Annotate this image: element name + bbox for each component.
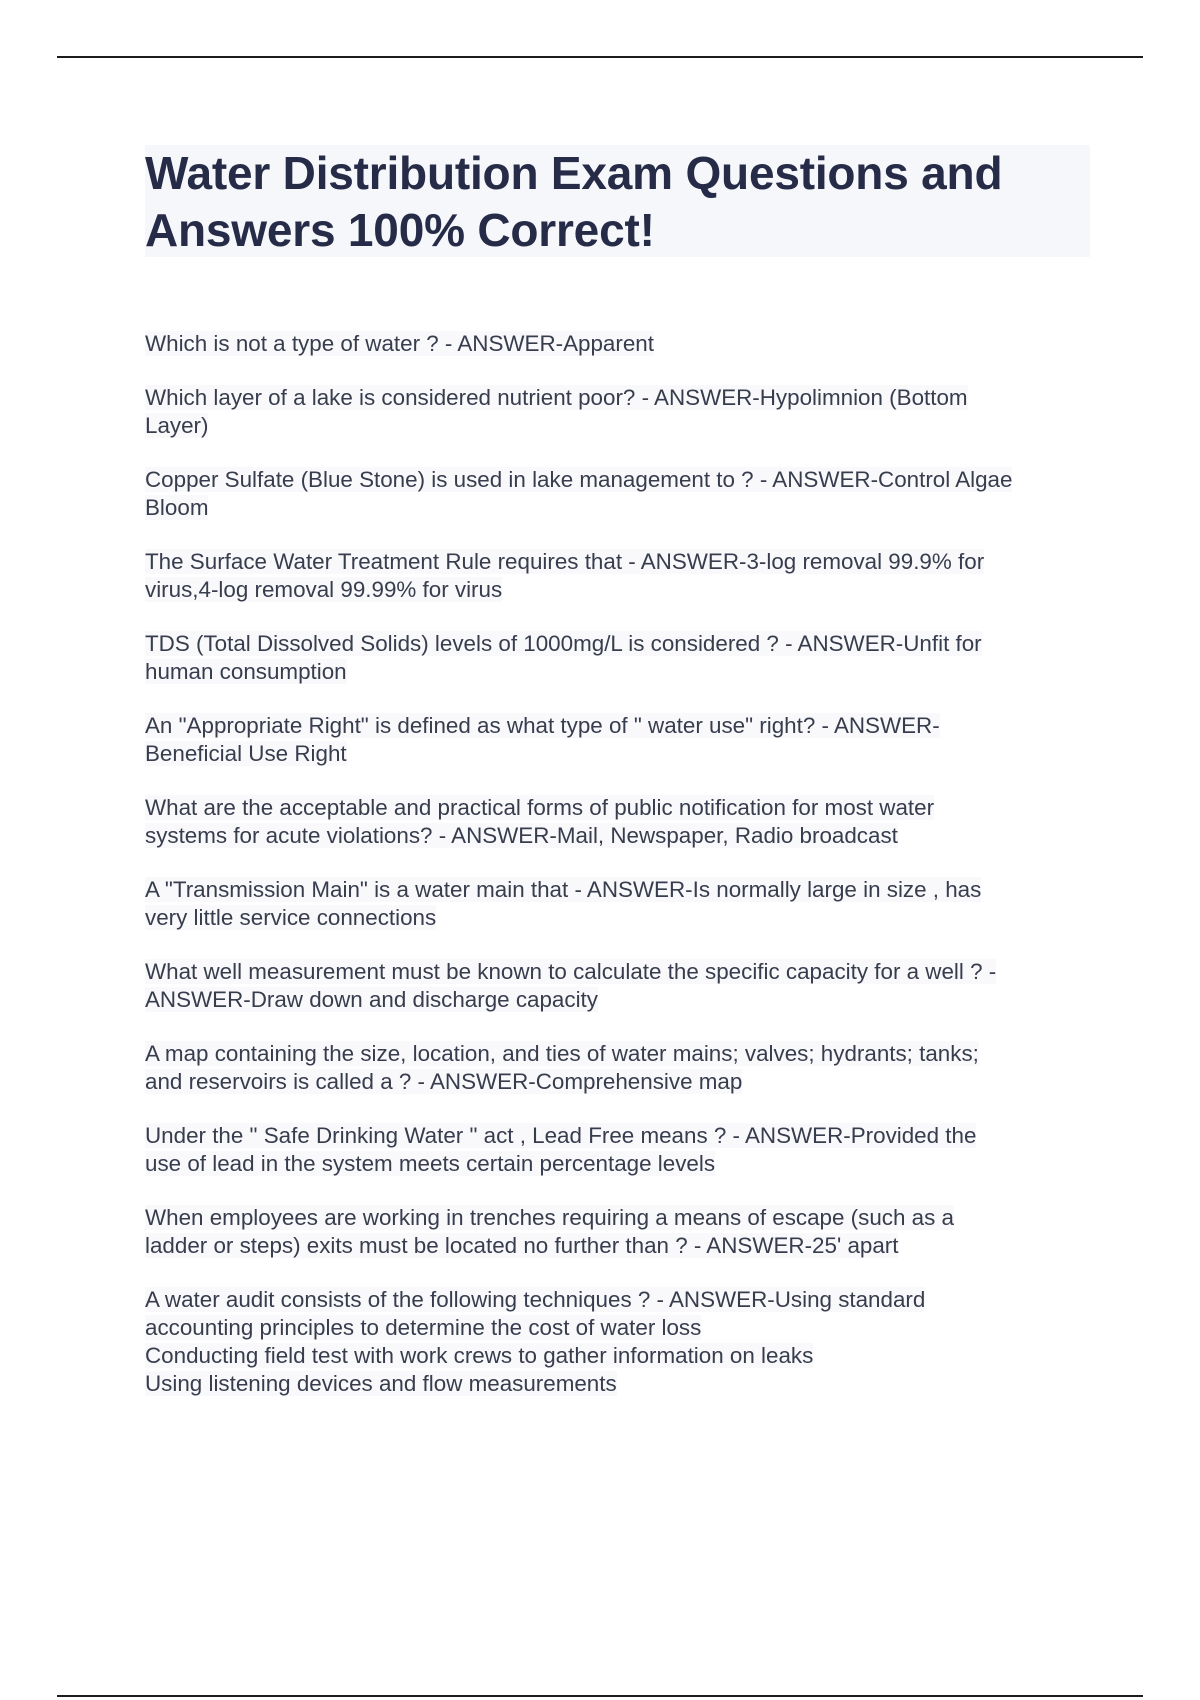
qa-text: Under the " Safe Drinking Water " act , Lead Free means ? - ANSWER-Provided the use of lead in the system meets certain percentage levels bbox=[145, 1123, 977, 1176]
qa-text: A "Transmission Main" is a water main that - ANSWER-Is normally large in size , has very little service connections bbox=[145, 877, 982, 930]
qa-item bbox=[145, 630, 1090, 686]
qa-text: Which layer of a lake is considered nutrient poor? - ANSWER-Hypolimnion (Bottom Layer) bbox=[145, 385, 968, 438]
bottom-rule bbox=[57, 1695, 1143, 1697]
qa-text: An "Appropriate Right" is defined as what type of " water use" right? - ANSWER- Beneficial Use Right bbox=[145, 713, 940, 766]
qa-item bbox=[145, 548, 1090, 604]
qa-text: TDS (Total Dissolved Solids) levels of 1000mg/L is considered ? - ANSWER-Unfit for human consumption bbox=[145, 631, 982, 684]
qa-text: A water audit consists of the following techniques ? - ANSWER-Using standard accounting principles to determine the cost of water loss Conducting field test with work crews to gather information on leaks Using listening devices and flow measurements bbox=[145, 1287, 926, 1396]
qa-text: What well measurement must be known to calculate the specific capacity for a well ? - ANSWER-Draw down and discharge capacity bbox=[145, 959, 997, 1012]
qa-item bbox=[145, 1122, 1090, 1178]
qa-item bbox=[145, 1286, 1090, 1398]
qa-item bbox=[145, 794, 1090, 850]
qa-list bbox=[145, 330, 1090, 1398]
top-rule bbox=[57, 56, 1143, 58]
qa-text: When employees are working in trenches requiring a means of escape (such as a ladder or steps) exits must be located no further than ? - ANSWER-25' apart bbox=[145, 1205, 954, 1258]
qa-text: What are the acceptable and practical forms of public notification for most water systems for acute violations? - ANSWER-Mail, Newspaper, Radio broadcast bbox=[145, 795, 935, 848]
qa-item bbox=[145, 958, 1090, 1014]
document-body bbox=[145, 145, 1090, 1424]
qa-item bbox=[145, 466, 1090, 522]
title-block bbox=[145, 145, 1090, 257]
qa-item bbox=[145, 876, 1090, 932]
qa-item bbox=[145, 712, 1090, 768]
qa-text: Copper Sulfate (Blue Stone) is used in lake management to ? - ANSWER-Control Algae Bloom bbox=[145, 467, 1013, 520]
qa-text: Which is not a type of water ? - ANSWER-Apparent bbox=[145, 331, 654, 356]
qa-item bbox=[145, 1040, 1090, 1096]
qa-item bbox=[145, 384, 1090, 440]
qa-text: A map containing the size, location, and ties of water mains; valves; hydrants; tanks; and reservoirs is called a ? - ANSWER-Comprehensive map bbox=[145, 1041, 979, 1094]
qa-text: The Surface Water Treatment Rule requires that - ANSWER-3-log removal 99.9% for virus,4-log removal 99.99% for virus bbox=[145, 549, 985, 602]
qa-item bbox=[145, 330, 1090, 358]
qa-item bbox=[145, 1204, 1090, 1260]
document-title: Water Distribution Exam Questions and Answers 100% Correct! bbox=[145, 147, 1003, 256]
